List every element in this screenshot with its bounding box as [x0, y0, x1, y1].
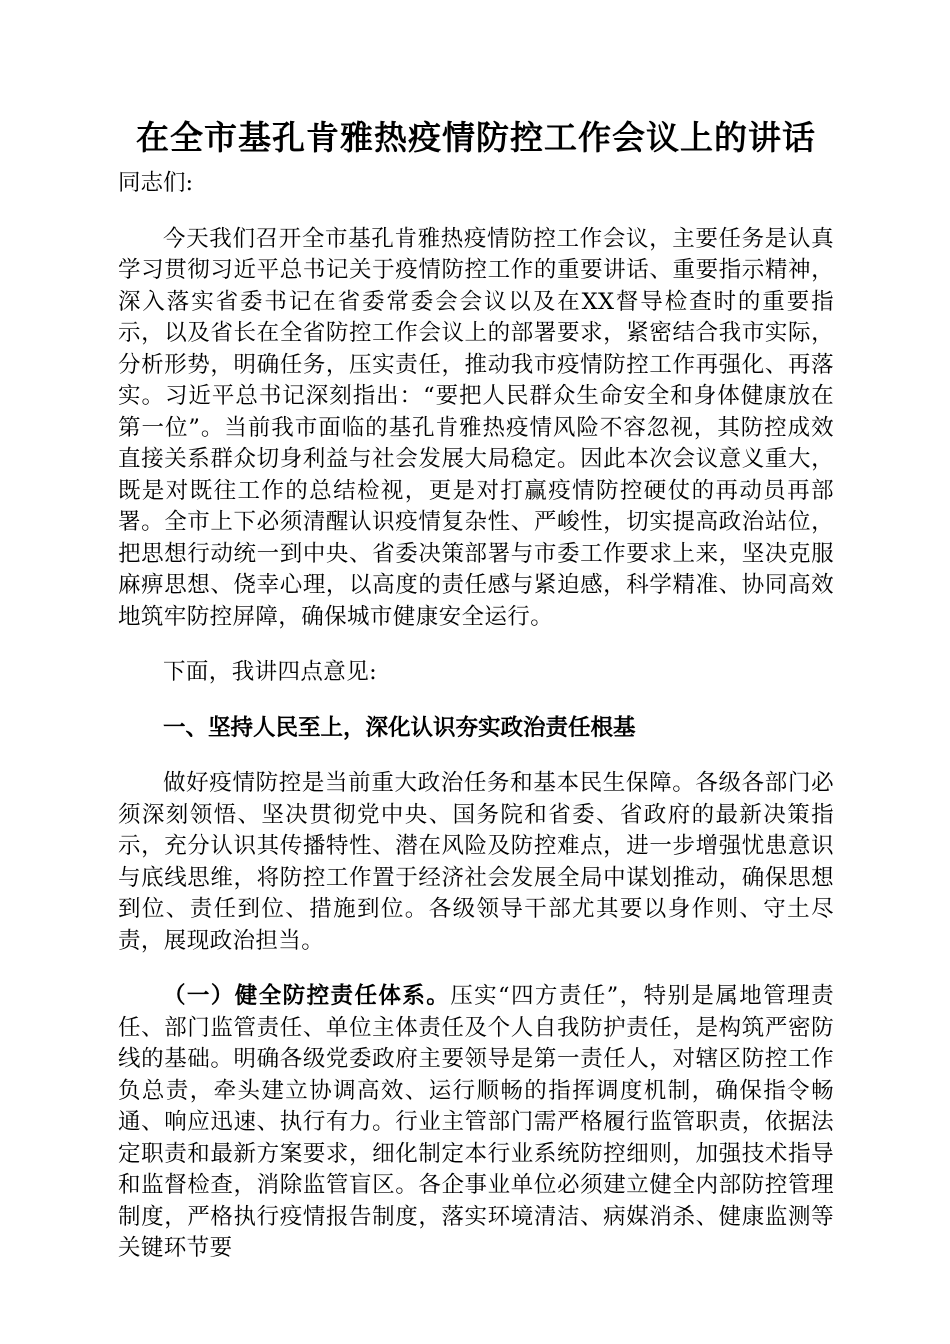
transition-paragraph: 下面，我讲四点意见: [163, 659, 378, 685]
section-heading-1: 一、坚持人民至上，深化认识夯实政治责任根基 [163, 714, 636, 741]
section-1-paragraph: 做好疫情防控是当前重大政治任务和基本民生保障。各级各部门必须深刻领悟、坚决贯彻党中央、国务院和省委、省政府的最新决策指示，充分认识其传播特性、潜在风险及防控难点，进一步增强忧患意识与底线思维，将防控工作置于经济社会发展全局中谋划推动，确保思想到位、责任到位、措施到位。各级领导干部尤其要以身作则、守土尽责，展现政治担当。 [118, 770, 834, 954]
document-page [118, 108, 834, 1265]
subsection-1-paragraph [118, 981, 834, 1265]
intro-paragraph: 今天我们召开全市基孔肯雅热疫情防控工作会议，主要任务是认真学习贯彻习近平总书记关于疫情防控工作的重要讲话、重要指示精神，深入落实省委书记在省委常委会会议以及在XX督导检查时的重要指示，以及省长在全省防控工作会议上的部署要求，紧密结合我市实际，分析形势，明确任务，压实责任，推动我市疫情防控工作再强化、再落实。习近平总书记深刻指出：“要把人民群众生命安全和身体健康放在第一位”。当前我市面临的基孔肯雅热疫情风险不容忽视，其防控成效直接关系群众切身利益与社会发展大局稳定。因此本次会议意义重大，既是对既往工作的总结检视，更是对打赢疫情防控硬仗的再动员再部署。全市上下必须清醒认识疫情复杂性、严峻性，切实提高政治站位，把思想行动统一到中央、省委决策部署与市委工作要求上来，坚决克服麻痹思想、侥幸心理，以高度的责任感与紧迫感，科学精准、协同高效地筑牢防控屏障，确保城市健康安全运行。 [118, 225, 834, 630]
subsection-1-lead: （一）健全防控责任体系。 [163, 983, 451, 1009]
subsection-1-body: 压实“四方责任”，特别是属地管理责任、部门监管责任、单位主体责任及个人自我防护责任，是构筑严密防线的基础。明确各级党委政府主要领导是第一责任人，对辖区防控工作负总责，牵头建立协调高效、运行顺畅的指挥调度机制，确保指令畅通、响应迅速、执行有力。行业主管部门需严格履行监管职责，依据法定职责和最新方案要求，细化制定本行业系统防控细则，加强技术指导和监督检查，消除监管盲区。各企事业单位必须建立健全内部防控管理制度，严格执行疫情报告制度，落实环境清洁、病媒消杀、健康监测等关键环节要 [118, 983, 834, 1261]
salutation: 同志们: [118, 170, 194, 196]
document-title: 在全市基孔肯雅热疫情防控工作会议上的讲话 [136, 118, 816, 157]
